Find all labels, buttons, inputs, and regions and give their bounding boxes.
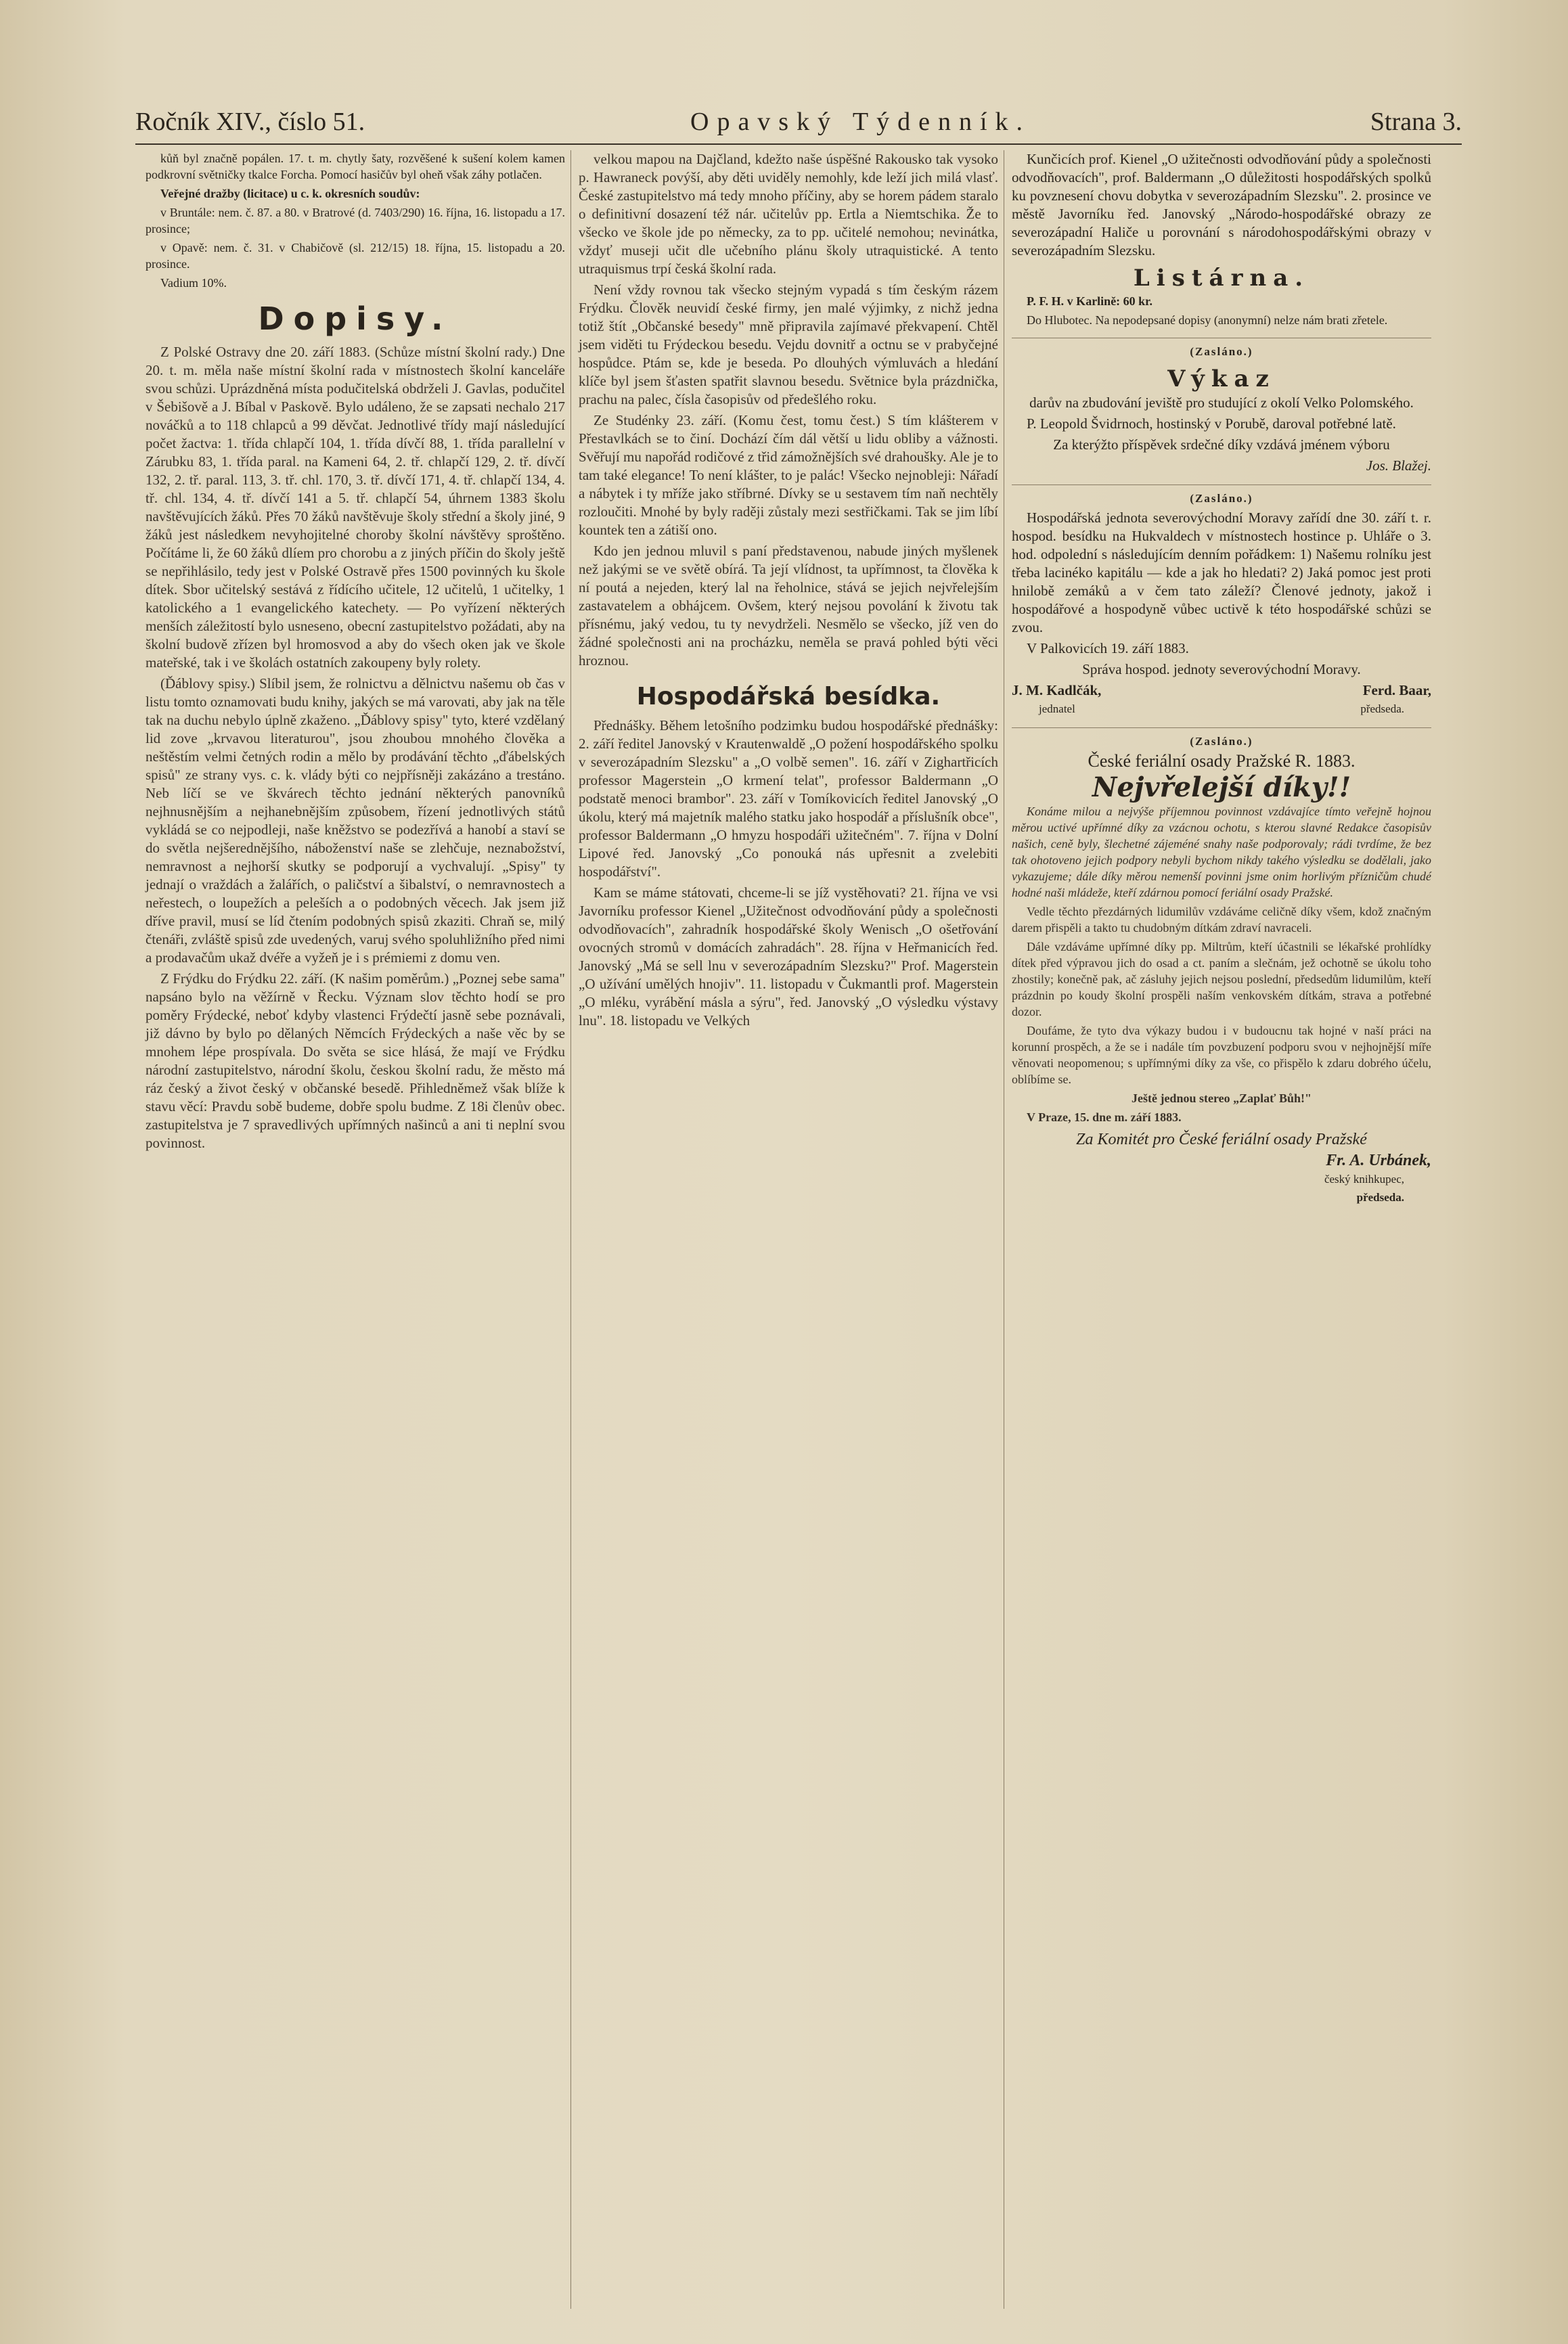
news-block: [145, 150, 565, 291]
committee-role: předseda.: [1356, 1191, 1404, 1204]
signature: Jos. Blažej.: [1366, 457, 1431, 474]
committee-line: Za Komitét pro České feriální osady Pražské: [1076, 1131, 1367, 1148]
role-left: jednatel: [1039, 702, 1075, 715]
paragraph: P. Leopold Švidrnoch, hostinský v Porubě, daroval potřebné latě.: [1027, 415, 1396, 432]
thanks-section: [1012, 803, 1431, 1125]
zaslano-label: (Zasláno.): [1012, 727, 1431, 750]
paragraph: Kdo jen jednou mluvil s paní představenou, nabude jiných myšlenek než jakými se ve světě obírá. Ta její vlídnost, ta upřímnost, ta člověka k ní poutá a nejeden, který lal na řeholnice, stává se jejich nejvřelejším zastavatelem a obhájcem. Ovšem, který nejsou povolání k životu tak přísnému, jaký vedou, tu ty nevydrželi. Nesmělo se všecko, jíž ven do žádné společnosti ani na procházku, neměla se pravá pohled býti věci hroznou.: [579, 543, 998, 669]
column-1: [145, 150, 565, 1155]
paragraph: Konáme milou a nejvýše příjemnou povinnost vzdávajíce tímto veřejně hojnou měrou uctivé upřímné díky za vzácnou ochotu, s kterou slavné Redakce časopisův našich, ceně byly, šlechetné zájeméné snahy naše podporovaly; rádi tvrdíme, že bez tak ohotoveno jejich podpory nebyli bychom nikdy takého výsledku se dodělali, jako vykazujeme; dále díky měrou nemenší povinni jsme onim horlivým přízničům chudé hodné naši mládeže, kteří zdárnou pomocí feriální osady Pražské.: [1012, 805, 1431, 899]
paragraph: (Ďáblovy spisy.) Slíbil jsem, že rolnictvu a dělnictvu našemu ob čas v listu tomto oznamovati budu knihy, jakých se má varovati, aby jak na těle tak na duchu nebylo úplně zkaženo. „Ďáblovy spisy" tyto, které vzdělaný lid zove „krvavou literaturou", jsou zhoubou mnohého člověka a neštěstím velmi četných rodin a mělo by prodávání těchto „ďábelských spisů" ze strany vys. c. k. vlády býti co nejpřísněji zakázáno a trestáno. Neb líčí se ve škvárech těchto jednání některých panovníků nejhnusnějším a nejhanebnějším způsobem, řízení jednotlivých států vykládá se co nejpodleji, naše kněžstvo se podezřívá a hanobí a staví se do světla nejšerednějšího, náboženství naše se zlehčuje, neznabožství, nemravnost a nejhorší skutky se podporují a vychvalují. „Spisy" ty jednají o vraždách a žalářích, o paličství a šibalství, o nemravnostech a neřestech, o loupežích a peleších a o podobných věcech. Jak jsem již dříve pravil, musí se líd čtením podobných spisů zkaziti. Chraň se, milý čtenáři, zvláště spisů zde uvedených, varuj svého spoluhližního před nimi a prodavačům ukaž dvéře a vyžeň je i s prémiemi z domu ven.: [145, 675, 565, 966]
zaslano-label: (Zasláno.): [1012, 338, 1431, 361]
paragraph: Kam se máme státovati, chceme-li se jíž vystěhovati? 21. října ve vsi Javorníku professor Kienel „Užitečnost odvodňování půdy a společnosti odvodňovacích", zahradník hospodářské školy Wenisch „O ošetřování ovocných stromů v domácích zahradách". 28. října v Heřmanicích řed. Janovský „Má se sell lnu v severozápadním Slezsku?" Prof. Magerstein „O užívání umělých hnojiv". 11. listopadu v Čukmantli prof. Magerstein „O mléku, vyrábění másla a sýru", řed. Janovský „O výsledku výstavy lnu". 18. listopadu ve Velkých: [579, 884, 998, 1029]
paragraph: Ze Studénky 23. září. (Komu čest, tomu čest.) S tím klášterem v Přestavlkách se to činí. Dochází čím dál větší u lidu obliby a vážnosti. Svěřují mu napořád rodičové z třid zámožnějších své drahoušky. Ale je to tam také elegance! To není klášter, to je palác! Všecko nejnobleji: Nářadí a nábytek i ty mříže jako stříbrné. Dívky se u sestavem tím naň nechtěly rozloučiti. Mnohé by byly raději zůstaly mezi sestřičkami. Tak se jim líbí kountek ten a zátiší ono.: [579, 412, 998, 538]
column-2: [579, 150, 998, 1033]
paragraph: Za kterýžto příspěvek srdečné díky vzdává jménem výboru: [1053, 436, 1390, 453]
paragraph: Hospodářská jednota severovýchodní Moravy zařídí dne 30. září t. r. hospod. besídku na Hukvaldech v místnostech hostince p. Uhláře o 3. hod. odpolední s následujícím denním pořádkem: 1) Našemu rolníku jest třeba lacinéko kapitálu — kde a jak ho hledati? 2) Jaká pomoc jest proti hnilobě zemáků a v čem tato záleží? Členové jednoty, jakož i hospodářové a hospodyně vůbec uctivě k této hospodářské schůzi se zvou.: [1012, 510, 1431, 635]
paragraph: V Praze, 15. dne m. září 1883.: [1027, 1110, 1182, 1124]
paragraph: darův na zbudování jeviště pro studující z okolí Velko Polomského.: [1029, 395, 1414, 411]
signature-right: Ferd. Baar,: [1362, 682, 1431, 698]
paragraph: kůň byl značně popálen. 17. t. m. chytly šaty, rozvěšené k sušení kolem kamen podkrovní světničky tkalce Forcha. Pomocí hasičův byl oheň však záhy potlačen.: [145, 152, 565, 181]
paragraph: Dále vzdáváme upřímné díky pp. Miltrům, kteří účastnili se lékařské prohlídky dítek před výpravou jich do osad a ct. paním a slečnám, jež ochotně se úkolu toho zhostily; konečně pak, ač zásluhy jejich nejsou poslední, předsedům lidumilům, kteří prázdnin po koudy školní prospěli naším venkovském dítkám, strava a potřebné dozor.: [1012, 940, 1431, 1018]
listarna-line: Do Hlubotec. Na nepodepsané dopisy (anonymní) nelze nám brati zřetele.: [1027, 313, 1388, 327]
section-heading-vykaz: Výkaz: [1167, 365, 1276, 392]
signature-roles: [1012, 700, 1431, 718]
column-divider: [570, 150, 571, 2309]
osada-title: České feriální osady Pražské R. 1883.: [1088, 751, 1356, 771]
page-number: Strana 3.: [1370, 108, 1462, 136]
section-heading-diky: Nejvřelejší díky!!: [1092, 771, 1351, 803]
listarna-line: P. F. H. v Karlině: 60 kr.: [1027, 294, 1153, 308]
issue-label: Ročník XIV., číslo 51.: [135, 108, 365, 136]
signature-left: J. M. Kadlčák,: [1012, 682, 1102, 698]
page-header: [135, 102, 1462, 142]
paragraph: Kunčicích prof. Kienel „O užitečnosti odvodňování půdy a společnosti odvodňovacích", prof. Baldermann „O důležitosti hospodářských spolků ku povznesení chovu dobytka v severozápadním Slezsku". 2. prosince ve městě Javorníku řed. Janovský „Národo-hospodářské obrazy ze severozápadní Haliče u porovnání s národohospodářskými obrazy v severozápadním Slezsku.: [1012, 151, 1431, 258]
signature-row: [1012, 681, 1431, 700]
section-heading-listarna: Listárna.: [1133, 265, 1310, 292]
section-heading-dopisy: Dopisy.: [258, 300, 453, 337]
newspaper-title: Opavský Týdenník.: [690, 108, 1031, 136]
paragraph: velkou mapou na Dajčland, kdežto naše úspěšné Rakousko tak vysoko p. Hawraneck povýší, aby děti uviděly nemohly, kde leží jich milá vlasť. České zastupitelstvo má tedy mnoho příčiny, aby se horem pádem staralo o definitivní dosazení též nár. učitelův pp. Ertla a Niemtschika. Že to všecko ve škole jde po německy, za to pp. učitelé nemohou; nevinátka, vždyť museji učit dle učebního plánu školy utraquistické. A tento utraquismus trpí česká školní rada.: [579, 151, 998, 277]
letters-section: [145, 343, 565, 1152]
column-3: [1012, 150, 1431, 1207]
paragraph: v Bruntále: nem. č. 87. a 80. v Bratrové (d. 7403/290) 16. října, 16. listopadu a 17. prosince;: [145, 206, 565, 235]
role-right: předseda.: [1360, 702, 1404, 715]
paragraph: Ještě jednou stereo „Zaplať Bůh!": [1131, 1091, 1312, 1105]
letters-continued: [579, 150, 998, 670]
zaslano-label: (Zasláno.): [1012, 484, 1431, 508]
paragraph: v Opavě: nem. č. 31. v Chabičově (sl. 212/15) 18. října, 15. listopadu a 20. prosince.: [145, 241, 565, 271]
agriculture-section: [579, 717, 998, 1030]
paragraph: V Palkovicích 19. září 1883.: [1027, 640, 1189, 656]
paragraph: Z Frýdku do Frýdku 22. září. (K našim poměrům.) „Poznej sebe sama" napsáno bylo na věžírně v Řecku. Význam slov těchto hodí se pro poměry Frýdecké, neboť kdyby vlastenci Frýdečtí jasně sebe poznávali, již dávno by bylo po dělaných Němcích Frýdeckých a naše věc by se mnohem lépe prospívala. Do světa se sice hlásá, že mají ve Frýdku národní zastupitelstvo, národní školu, českou školní radu, že město má ráz český a život český v občanské besedě. Přihledněmež však blíže k stavu věcí: Pravdu sobě budeme, dobře spolu budme. Z 18i členův obec. zastupitelstva je 7 spravedlivých upřímných našinců a ani ti neplní svou povinnost.: [145, 970, 565, 1151]
paragraph: Vadium 10%.: [160, 276, 227, 290]
header-rule: [135, 143, 1462, 145]
paragraph: Přednášky. Během letošního podzimku budou hospodářské přednášky: 2. září ředitel Janovský v Krautenwaldě „O požení hospodářského spolku v severozápadním Slezsku" a „O volbě semen". 16. září v Zighartřicích professor Magerstein „O krmení telat", professor Baldermann „O podstatě menoci brambor". 23. září v Tomíkovicích ředitel Janovský „O úkolu, který má majetník malého statku jako hospodář a příslušník obce", professor Baldermann „O hmyzu hospodáři užitečném". 7. října v Dolní Lipové řed. Janovský „Co ponouká nás upřesnit a zvelebiti hospodářství".: [579, 717, 998, 880]
committee-role: český knihkupec,: [1324, 1173, 1404, 1186]
paragraph: Doufáme, že tyto dva výkazy budou i v budoucnu tak hojné v naší práci na korunní prospěch, a že se i nadále tím povzbuzení podporu svou v nejhojnější míře věnovati neopomenou; s upřímnými díky za vše, co přispělo k zdaru dobrého účelu, oblíbíme se.: [1012, 1024, 1431, 1086]
listarna-block: [1012, 293, 1431, 328]
committee-signature: Fr. A. Urbánek,: [1326, 1152, 1431, 1169]
paragraph: Není vždy rovnou tak všecko stejným vypadá s tím českým rázem Frýdku. Člověk neuvidí české firmy, jen malé výjimky, z nichž jedna totiž štít „Občanské besedy" mně připravila zajímavé překvapení. Chtěl jsem viděti tu Frýdeckou besedu. Vejdu dovnitř a octnu se v prabyčejné hospůdce. Ptám se, kde je beseda. Po dlouhých výmluvách a hledání klíče byl jsem šťasten spatřit slavnou besedu. Světnice byla prázdnička, prachu na palec, čísla časopisův od předešlého roku.: [579, 281, 998, 407]
section-heading-hospodarska-besidka: Hospodářská besídka.: [636, 683, 941, 711]
paragraph: Z Polské Ostravy dne 20. září 1883. (Schůze místní školní rady.) Dne 20. t. m. měla naše místní školní rada v místnostech školní kanceláře svou schůzi. Uprázdněná místa podučitelská obdrželi J. Gavlas, podučitel v Šebišově a J. Bíbal v Paskově. Bylo událeno, že se zapsati nechalo 217 nováčků a to 118 chlapců a 99 děvčat. Jednotlivé třídy mají následující počet žactva: 1. třída chlapčí 104, 1. třída dívčí 88, 1. třída parallelní v Zárubku 83, 1. třída paral. na Kameni 64, 2. tř. chlapčí 129, 2. tř. dívčí 132, 2. tř. paral. 113, 3. tř. chl. 170, 3. tř. dívčí 171, 4. tř. chlapčí 134, 4. tř. chl. 134, 4. tř. dívčí 141 a 5. tř. chlapčí 54, úhrnem 1383 školu navštěvujících žáků. Přes 70 žáků navštěvuje školy střední a školy jiné, 9 žáků jest následkem nevyhojitelné choroby školní návštěvy sproštěno. Počítáme li, že 60 žáků dlíem pro chorobu a z jiných příčin do školy ještě se nepřihlásilo, tedy jest v Polské Ostravě přes 1500 povinných ku škole dítek. Sbor učitelský sestává z řídícího učitele, 12 učitelů, 1 učitelky, 1 katolického a 1 evangelického katechety. — Po vyřízení některých menších záležitostí bylo usneseno, obecní zastupitelstvo požádati, aby na školní budově zřízen byl hromosvod a aby do všech oken jak ve škole mateřské, tak i ve školách ostatních zakoupeny byly rolety.: [145, 344, 565, 671]
paragraph: Veřejné dražby (licitace) u c. k. okresních soudův:: [160, 187, 420, 200]
paragraph: Správa hospod. jednoty severovýchodní Moravy.: [1082, 661, 1361, 677]
paragraph: Vedle těchto přezdárných lidumilův vzdáváme celičně díky všem, kdož značným darem přispěli a takto tu chudobným dítkám zdraví navraceli.: [1012, 905, 1431, 934]
